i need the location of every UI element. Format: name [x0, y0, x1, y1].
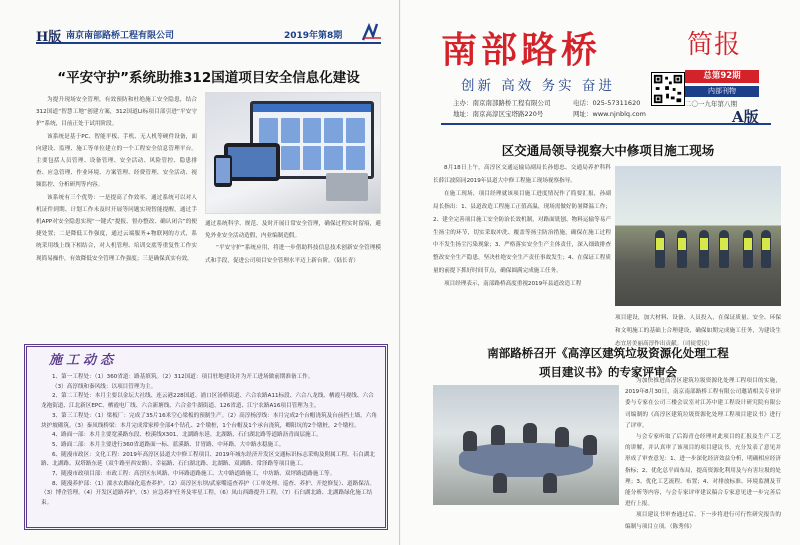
paragraph: 通过系统科学、规范、及时开展日常安全管理，确保过程实时留痕，避免外业安全活动造假，内业编制造假。 — [205, 221, 381, 240]
list-item: 6、随漫市政区：文化工程：2019年高淳区县道大中修工程项目、2019年城东经济开发区交通标识标志采购及附属工程、石白湖北路、北湖路、双塔路东延（双牛路至西安路）、幸福路、石臼湖北路、北湖路、双湖路、常泽路等项目施工。 — [41, 451, 375, 468]
page-version: H版 — [36, 30, 62, 45]
tablet-image — [224, 143, 280, 181]
section-title: 施工动态 — [49, 353, 118, 368]
total-issue-badge: 总第92期 — [685, 70, 759, 83]
paragraph: 在施工现场，项目经理就该项目施工进度情况作了简要汇报，孙副局长指出：1、县道改造工程施工正值高温，现场需做好防暑降温工作；2、建全完善项目施工安全防治长效机制，对路面铣刨、物料运输等易产生扬尘的环节，切实采取冲洗、覆盖等扬尘防治措施，确保在施工过程中不发生扬尘污染现象；3、严格落实安全生产主体责任，深入细致排查整改安全生产隐患，坚决杜绝安全生产责任事故发生；4、在保证工程质量的前提下抓好时间节点，确保圆满完成施工任务。 — [433, 190, 611, 275]
slogan: 创新 高效 务实 奋进 — [461, 78, 615, 94]
article-title-line: 南部路桥召开《高淳区建筑垃圾资源化处理工程 — [487, 346, 729, 360]
list-item: 1、第一工程处：（1）360省道：路基填筑。（2）312国道：项目驻地建设并为开工进场做前期准备工作。 — [52, 374, 314, 380]
article-column-2 — [205, 218, 381, 267]
article-column-1 — [36, 94, 197, 265]
issue-date: 二〇一九年第八期 — [685, 100, 737, 108]
article-title: “平安守护”系统助推312国道项目安全信息化建设 — [57, 70, 360, 86]
meeting-photo — [433, 385, 619, 505]
company-name: 南京南部路桥工程有限公司 — [66, 31, 175, 41]
paragraph: 为提升现场安全管理，有效预防和杜绝施工安全隐患，结合312国道“智慧工地”创建方案，312国道LI标项目部引进“平安守护”系统，目前正处于试用阶段。 — [36, 97, 197, 128]
issue-number: 2019年第8期 — [284, 31, 343, 41]
article-column-1 — [433, 162, 611, 291]
paragraph: 项目建议书审查通过后，下一步将进行可行性研究报告的编制与项目立项。（陈秀伟） — [625, 512, 781, 530]
article-title: 区交通局领导视察大中修项目施工现场 — [501, 143, 715, 158]
list-item: 4、路面一部：本月主要宽溪路东段、校溪线X301、北湖路东延、北湖路、石臼湖北路等道路沥青面层施工。 — [52, 432, 322, 439]
phone-text: 电话：025-57311620 — [573, 99, 641, 107]
company-logo-icon — [361, 22, 383, 42]
page-a — [401, 0, 800, 545]
list-item: 3、第三工程处：（1）梁板厂：完成了35片16米空心梁板的预制生产。（2）高淳杨淳线：本月完成2个台帽浇筑及台前挡土墙，六角块护坡砌筑。（3）秦凤线桥梁：本月完成常家桥全部4个钻孔、2个墩桩，1个台帽及1个承台浇筑，卿阳坑的2个墩桩，2个墩柱。 — [41, 412, 377, 429]
site-inspection-photo — [615, 166, 781, 306]
page-version: A版 — [732, 108, 759, 126]
paragraph: 为加快推进高淳区建筑垃圾资源化处理工程项目的实施，2019年8月30日，南京南部路桥工程有限公司邀请相关专业评委与专家在公司三楼会议室对江苏中建工程设计研究院有限公司编制的《高淳区建筑垃圾资源化处理工程项目建议书》进行了评审。 — [625, 378, 781, 429]
list-item: 8、随漫养护部：（1）溧水农路绿化巡查养护。（2）高淳区东坝/武家嘴巡查养护（工单处理、巡查、养护、开挖修复）、道路保洁。（3）博企管理。（4）开发区道路养护。（5）应急养护任务及零星工程。（6）凤山西路提升工程。（7）石臼湖北路、北湖路绿化施工结束。 — [41, 480, 376, 507]
paragraph: “平安守护”系统应用，将进一步借助科技信息技术创新安全管理模式和手段，促进公司项目安全管理水平迈上新台阶。（陆长青） — [205, 245, 381, 264]
host-text: 主办：南京南部路桥工程有限公司 — [453, 99, 551, 107]
header-divider — [441, 123, 771, 125]
list-item: （3）高淳线和秦风线：以项目管理为主。 — [52, 383, 157, 390]
page-header — [36, 26, 381, 44]
paragraph: 8月18日上午，高淳区交通运输局副局长孙德忠、交通局养护科科长薛江波陪同2019年县道大中修工程施工现场视察指导。 — [433, 165, 611, 184]
address-text: 地址：南京高淳区宝塔路220号 — [453, 110, 544, 118]
construction-dynamics-box — [24, 344, 388, 530]
website-text: 网址：www.njnblq.com — [573, 110, 646, 118]
paragraph: 与会专家听取了后海青仓经理对此项目的汇报及生产工艺的讲解，并认真审了该项目的项目建议书，充分发表了意见并形成了审查意见：1、进一步深化经济效益分析，明确相应经济指标；2、优化总平面布局，提高资源化利用及与有害垃圾的处理；3、优化工艺流程、布置；4、对排放标准、环境监测及节能分析等内容，与会专家评审建议稿合专家意见进一步完善后进行上报。 — [625, 434, 781, 508]
article-title-line: 项目建议书》的专家评审会 — [539, 365, 677, 379]
list-item: 7、随漫市政项目部：市政工程：高淳区东风路、中环路道路施工、大中路道路施工，中坊路、双坪路道路施工等。 — [52, 471, 336, 478]
devices-photo — [205, 92, 381, 214]
masthead-title: 南部路桥 — [441, 29, 602, 71]
dynamics-list — [41, 373, 377, 509]
paragraph: 项目建设，加大材料、设备、人员投入，在保证质量、安全、环保和文明施工的基础上合理建设，确保如期完成施工任务，为建设生态宜居美丽高淳作出贡献。（司徒爱民） — [615, 315, 781, 347]
paragraph: 项目经理表示，南部路桥高度重视2019年县道改造工程 — [444, 281, 582, 288]
paragraph: 该系统是基于PC、智能平板、手机、无人机等硬件设备，面向建设、监理、施工等单位建立的一个工程安全信息管理平台。主要包括人员管理、设备管理、安全活动、风险管控、隐患排查、应急管理、作业环境、方案管理、经费管理、安全活动、视频监控、分析研判等内容。 — [36, 133, 197, 189]
list-item: 2、第二工程处：本月主要以金坛大社线、连云港228国道、浦口区汤桥街道、六合农路A11标段、六合八龙线、栖霞马观线、六合龙袍街道、江北新区EPC、栖霞电厂线、六合新塘线、六合金牛湖街道、126省道、江宁农路A16项目管理为主。 — [41, 393, 374, 410]
article-column-3 — [625, 376, 781, 533]
masthead-subtitle: 简报 — [687, 30, 742, 60]
internal-publication-badge: 内部刊物 — [685, 86, 759, 97]
device-box-image — [326, 173, 368, 201]
list-item: 5、路面二部：本月主要进行360省道路面一标、蓝溪路、甘胃路、中环路、大中路水稳施工。 — [52, 441, 285, 448]
paragraph: 该系统有三个优势：一是提高了作效率。通过系统可以对人机证件到期、计划工作未及时开展等问题实现智能提醒，通过手机APP对安全隐患实现“一键式”提报、督办整改、确认闭合”的便捷处置；二是降低工作强度，通过云端服务+物联网的方式，系统采用线上线下相结合，对人机管理、培训交底等重复性工作实现简易操作，有效降低安全管理工作强度；三是确保真实有效， — [36, 194, 197, 262]
phone-image — [214, 155, 232, 187]
publisher-info — [453, 98, 646, 120]
qr-code-icon — [651, 72, 685, 106]
